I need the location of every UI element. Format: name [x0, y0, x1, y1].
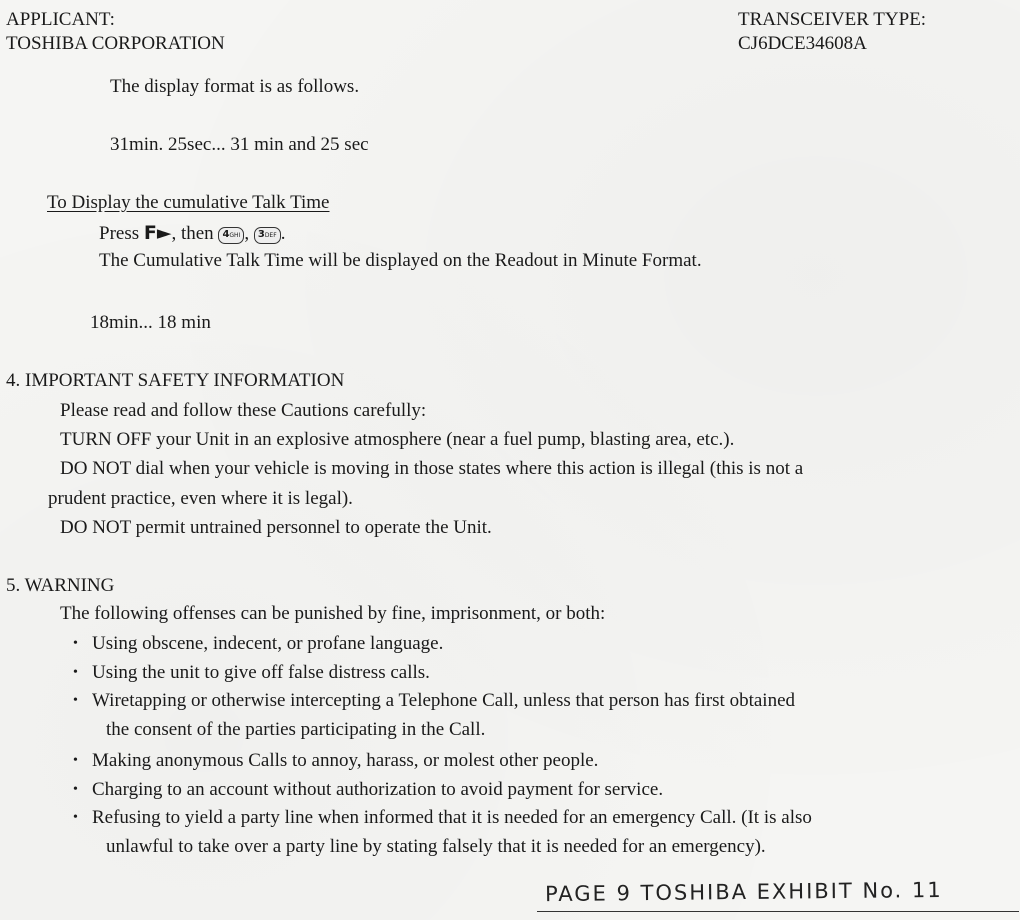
- safety-line-1: TURN OFF your Unit in an explosive atmosphere (near a fuel pump, blasting area, etc.).: [60, 429, 735, 450]
- bullet: •: [73, 693, 78, 708]
- bullet: •: [73, 636, 78, 651]
- safety-line-3: DO NOT permit untrained personnel to operate the Unit.: [60, 517, 492, 538]
- exhibit-handwritten-note: PAGE 9 TOSHIBA EXHIBIT No. 11: [544, 877, 943, 907]
- cumulative-example: 18min... 18 min: [90, 312, 211, 333]
- then-text: , then: [171, 223, 214, 244]
- bullet: •: [73, 782, 78, 797]
- display-format-intro: The display format is as follows.: [110, 76, 360, 97]
- warning-intro: The following offenses can be punished by fine, imprisonment, or both:: [60, 603, 606, 624]
- applicant-label: APPLICANT:: [6, 9, 115, 30]
- warning-item-4: Making anonymous Calls to annoy, harass, or molest other people.: [92, 750, 599, 771]
- warning-item-2: Using the unit to give off false distress calls.: [92, 662, 430, 683]
- comma: ,: [244, 223, 250, 244]
- safety-intro: Please read and follow these Cautions carefully:: [60, 400, 427, 421]
- bullet: •: [73, 665, 78, 680]
- key-4-ghi-icon: 4GHI: [218, 227, 244, 244]
- warning-item-5: Charging to an account without authorization to avoid payment for service.: [92, 779, 664, 800]
- safety-line-2b: prudent practice, even where it is legal).: [48, 488, 353, 509]
- press-instruction: [99, 221, 285, 246]
- press-word: Press: [99, 223, 140, 244]
- period: .: [280, 223, 286, 244]
- transceiver-block: [738, 8, 926, 56]
- f-key-icon: F►: [143, 222, 172, 244]
- warning-item-6a: Refusing to yield a party line when informed that it is needed for an emergency Call. (It is also: [92, 807, 812, 828]
- cumulative-description: The Cumulative Talk Time will be displayed on the Readout in Minute Format.: [99, 250, 702, 271]
- safety-heading: 4. IMPORTANT SAFETY INFORMATION: [6, 370, 345, 391]
- safety-line-2a: DO NOT dial when your vehicle is moving in those states where this action is illegal (this is not a: [60, 458, 804, 479]
- transceiver-code: CJ6DCE34608A: [738, 33, 867, 54]
- transceiver-label: TRANSCEIVER TYPE:: [738, 9, 927, 30]
- bullet: •: [73, 810, 78, 825]
- display-format-example: 31min. 25sec... 31 min and 25 sec: [110, 134, 369, 155]
- cumulative-heading: To Display the cumulative Talk Time: [47, 192, 330, 213]
- exhibit-underline: [537, 911, 1019, 912]
- bullet: •: [73, 753, 78, 768]
- warning-item-6b: unlawful to take over a party line by stating falsely that it is needed for an emergency).: [106, 836, 766, 857]
- applicant-block: [6, 8, 225, 56]
- key-3-def-icon: 3DEF: [254, 227, 281, 244]
- applicant-name: TOSHIBA CORPORATION: [6, 33, 225, 54]
- warning-item-3b: the consent of the parties participating in the Call.: [106, 719, 486, 740]
- warning-item-3a: Wiretapping or otherwise intercepting a Telephone Call, unless that person has first obtained: [92, 690, 795, 711]
- warning-heading: 5. WARNING: [6, 575, 115, 596]
- warning-item-1: Using obscene, indecent, or profane language.: [92, 633, 444, 654]
